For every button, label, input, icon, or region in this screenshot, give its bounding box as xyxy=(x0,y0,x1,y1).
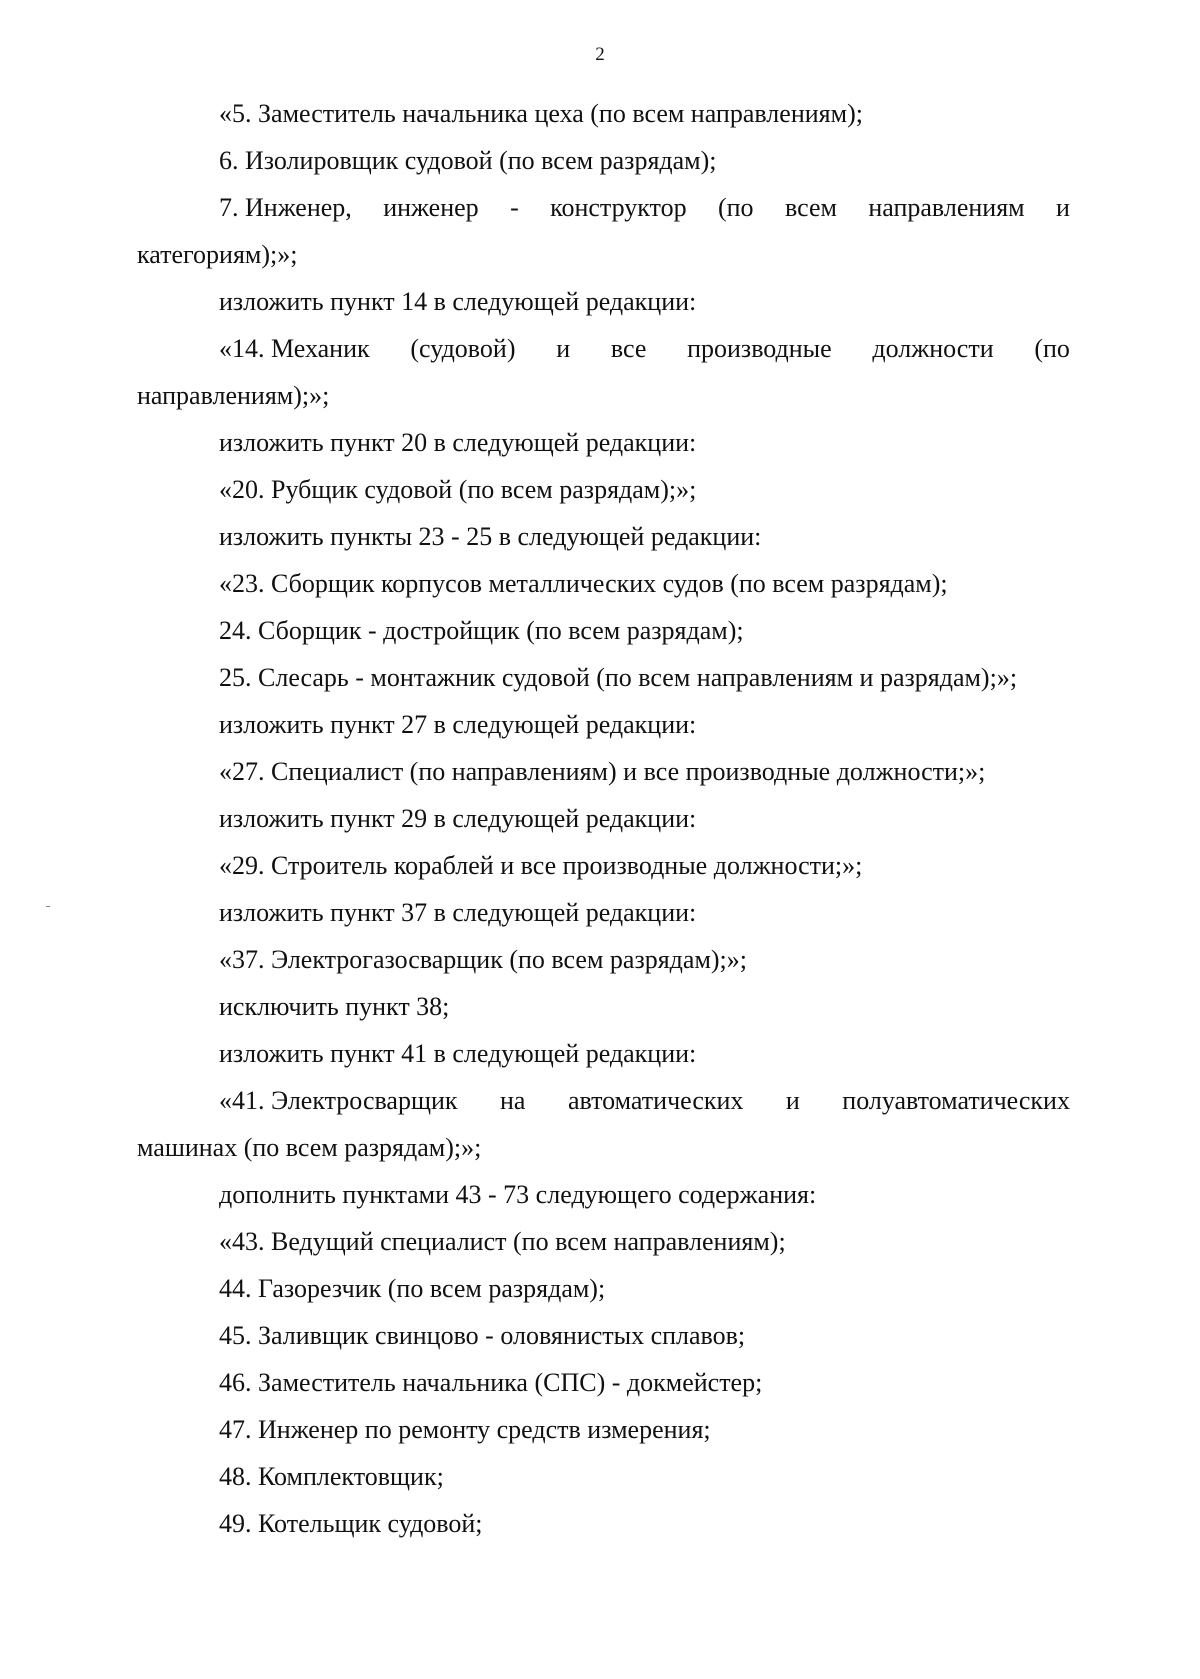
document-body xyxy=(137,90,1070,1547)
text-line: «37. Электрогазосварщик (по всем разрядам);»; xyxy=(219,945,747,974)
word: (судовой) xyxy=(410,334,516,363)
word: все xyxy=(610,334,647,363)
word: «41. Электросварщик xyxy=(219,1086,458,1115)
page-number: 2 xyxy=(595,44,605,65)
text-line: дополнить пунктами 43 - 73 следующего содержания: xyxy=(219,1180,817,1209)
text-line: «27. Специалист (по направлениям) и все производные должности;»; xyxy=(219,757,986,786)
word: 7. Инженер, xyxy=(219,193,352,222)
word: всем xyxy=(784,193,837,222)
word: «14. Механик xyxy=(219,334,370,363)
text-line: исключить пункт 38; xyxy=(219,992,450,1021)
word: - xyxy=(510,193,519,222)
text-line: «23. Сборщик корпусов металлических судов (по всем разрядам); xyxy=(219,569,948,598)
text-line: 46. Заместитель начальника (СПС) - докмейстер; xyxy=(219,1368,763,1397)
word: автоматических xyxy=(567,1086,744,1115)
text-line: изложить пункты 23 - 25 в следующей редакции: xyxy=(219,522,762,551)
justified-line xyxy=(137,184,1070,231)
word: и xyxy=(556,334,571,363)
word: на xyxy=(500,1086,526,1115)
text-line: направлениям);»; xyxy=(137,381,330,410)
text-line: 24. Сборщик - достройщик (по всем разрядам); xyxy=(219,616,744,645)
text-line: машинах (по всем разрядам);»; xyxy=(137,1133,482,1162)
text-line: изложить пункт 37 в следующей редакции: xyxy=(219,898,697,927)
text-line: изложить пункт 14 в следующей редакции: xyxy=(219,287,697,316)
justified-line xyxy=(137,1077,1070,1124)
text-line: 45. Заливщик свинцово - оловянистых сплавов; xyxy=(219,1321,746,1350)
text-line: изложить пункт 20 в следующей редакции: xyxy=(219,428,697,457)
text-line: 47. Инженер по ремонту средств измерения; xyxy=(219,1415,711,1444)
text-line: изложить пункт 41 в следующей редакции: xyxy=(219,1039,697,1068)
text-line: 48. Комплектовщик; xyxy=(219,1462,444,1491)
word: направлениям xyxy=(868,193,1025,222)
text-line: 6. Изолировщик судовой (по всем разрядам); xyxy=(219,146,717,175)
word: должности xyxy=(872,334,994,363)
word: производные xyxy=(687,334,832,363)
text-line: «29. Строитель кораблей и все производные должности;»; xyxy=(219,851,863,880)
word: и xyxy=(785,1086,800,1115)
text-line: категориям);»; xyxy=(137,240,298,269)
text-line: 25. Слесарь - монтажник судовой (по всем направлениям и разрядам);»; xyxy=(219,663,1018,692)
word: инженер xyxy=(383,193,479,222)
word: и xyxy=(1056,193,1070,222)
word: (по xyxy=(1034,334,1070,363)
text-line: 49. Котельщик судовой; xyxy=(219,1509,483,1538)
text-line: «5. Заместитель начальника цеха (по всем направлениям); xyxy=(219,99,863,128)
word: полуавтоматических xyxy=(842,1086,1070,1115)
justified-line xyxy=(137,325,1070,372)
text-line: «43. Ведущий специалист (по всем направлениям); xyxy=(219,1227,786,1256)
text-line: 44. Газорезчик (по всем разрядам); xyxy=(219,1274,606,1303)
text-line: изложить пункт 27 в следующей редакции: xyxy=(219,710,697,739)
scan-mark xyxy=(46,906,50,907)
word: (по xyxy=(717,193,754,222)
text-line: изложить пункт 29 в следующей редакции: xyxy=(219,804,697,833)
word: конструктор xyxy=(550,193,687,222)
text-line: «20. Рубщик судовой (по всем разрядам);»; xyxy=(219,475,697,504)
